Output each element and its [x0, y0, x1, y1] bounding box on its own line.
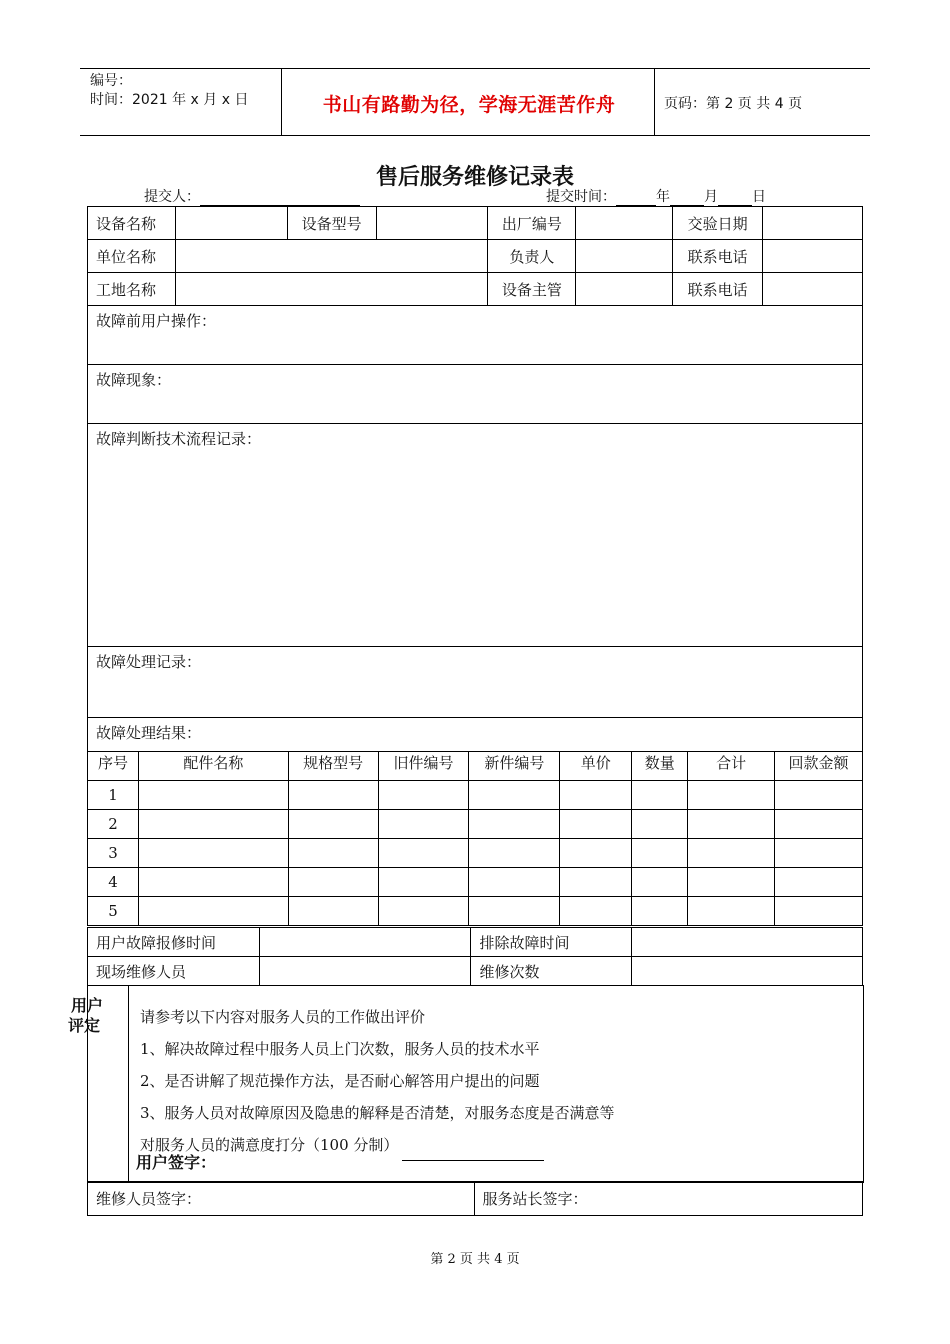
table-row	[88, 810, 863, 839]
table-cell[interactable]	[560, 839, 632, 868]
label-site-name: 工地名称	[88, 273, 176, 306]
page-info: 页码：第 2 页 共 4 页	[664, 96, 803, 112]
field-acceptance-date[interactable]	[763, 207, 863, 240]
table-cell[interactable]	[288, 810, 378, 839]
field-contact-phone[interactable]	[763, 240, 863, 273]
page-footer: 第 2 页 共 4 页	[430, 1252, 520, 1267]
handling-field[interactable]	[88, 647, 863, 718]
table-cell[interactable]	[688, 781, 775, 810]
notes-table	[87, 305, 863, 752]
table-row	[88, 868, 863, 897]
table-cell[interactable]	[469, 781, 560, 810]
header-bottom-rule	[80, 135, 870, 136]
diagnosis-field[interactable]	[88, 424, 863, 647]
row-number: 5	[88, 897, 139, 926]
label-equipment-supervisor: 设备主管	[488, 273, 576, 306]
field-serial-number[interactable]	[576, 207, 673, 240]
label-onsite-staff: 现场维修人员	[88, 957, 260, 986]
result-label: 故障处理结果：	[96, 724, 202, 742]
table-cell[interactable]	[138, 839, 288, 868]
col-header: 新件编号	[469, 752, 560, 781]
day-field[interactable]	[718, 191, 752, 206]
table-cell[interactable]	[560, 897, 632, 926]
col-header: 规格型号	[288, 752, 378, 781]
table-cell[interactable]	[775, 810, 863, 839]
table-cell[interactable]	[775, 781, 863, 810]
table-cell[interactable]	[560, 868, 632, 897]
table-cell[interactable]	[138, 868, 288, 897]
evaluation-label-line: 用户	[71, 996, 104, 1015]
evaluation-content	[140, 1001, 615, 1161]
col-header: 配件名称	[138, 752, 288, 781]
evaluation-item: 3、服务人员对故障原因及隐患的解释是否清楚，对服务态度是否满意等	[140, 1104, 615, 1122]
field-onsite-staff[interactable]	[259, 957, 471, 986]
evaluation-intro: 请参考以下内容对服务人员的工作做出评价	[140, 1008, 426, 1026]
info-row	[88, 240, 863, 273]
submit-time-label: 提交时间：	[546, 189, 616, 205]
table-cell[interactable]	[288, 781, 378, 810]
field-contact-phone-2[interactable]	[763, 273, 863, 306]
day-label: 日	[752, 189, 766, 205]
table-cell[interactable]	[469, 868, 560, 897]
label-device-name: 设备名称	[88, 207, 176, 240]
score-field[interactable]	[402, 1144, 544, 1161]
table-cell[interactable]	[378, 810, 469, 839]
label-repair-count: 维修次数	[471, 957, 632, 986]
month-field[interactable]	[670, 191, 704, 206]
staff-signature-field[interactable]	[88, 1182, 475, 1216]
header-divider	[281, 68, 282, 136]
info-row	[88, 207, 863, 240]
table-cell[interactable]	[288, 897, 378, 926]
station-head-signature-field[interactable]	[474, 1182, 863, 1216]
time-label: 时间：2021 年 x 月 x 日	[90, 92, 249, 108]
table-cell[interactable]	[469, 839, 560, 868]
number-label: 编号：	[90, 73, 132, 89]
table-row	[88, 897, 863, 926]
table-cell[interactable]	[775, 897, 863, 926]
evaluation-divider	[128, 986, 129, 1182]
col-header: 单价	[560, 752, 632, 781]
table-cell[interactable]	[378, 781, 469, 810]
table-cell[interactable]	[469, 897, 560, 926]
table-cell[interactable]	[138, 810, 288, 839]
col-header: 序号	[88, 752, 139, 781]
table-cell[interactable]	[378, 839, 469, 868]
label-contact-phone-2: 联系电话	[673, 273, 763, 306]
submitter-label: 提交人：	[144, 189, 200, 205]
evaluation-box	[68, 985, 864, 1183]
phenomenon-field[interactable]	[88, 365, 863, 424]
label-acceptance-date: 交验日期	[673, 207, 763, 240]
table-row	[88, 781, 863, 810]
evaluation-label	[68, 996, 103, 1036]
table-cell[interactable]	[288, 839, 378, 868]
field-person-in-charge[interactable]	[576, 240, 673, 273]
table-cell[interactable]	[775, 868, 863, 897]
field-repair-count[interactable]	[632, 957, 863, 986]
table-cell[interactable]	[138, 781, 288, 810]
signature-table	[87, 1181, 863, 1216]
header-divider	[654, 68, 655, 136]
evaluation-item: 2、是否讲解了规范操作方法，是否耐心解答用户提出的问题	[140, 1072, 540, 1090]
col-header: 合计	[688, 752, 775, 781]
table-cell[interactable]	[288, 868, 378, 897]
label-device-model: 设备型号	[287, 207, 376, 240]
field-unit-name[interactable]	[175, 240, 488, 273]
table-cell[interactable]	[469, 810, 560, 839]
time-table	[87, 927, 863, 986]
station-head-signature-label: 服务站长签字：	[482, 1190, 588, 1208]
year-label: 年	[656, 189, 670, 205]
form-title: 售后服务维修记录表	[375, 164, 574, 190]
col-header: 数量	[632, 752, 688, 781]
user-signature-label: 用户签字：	[136, 1153, 217, 1172]
label-contact-phone: 联系电话	[673, 240, 763, 273]
row-number: 3	[88, 839, 139, 868]
month-label: 月	[704, 189, 718, 205]
row-number: 2	[88, 810, 139, 839]
submit-time-row	[546, 186, 766, 206]
result-field[interactable]	[88, 718, 863, 752]
staff-signature-label: 维修人员签字：	[96, 1190, 202, 1208]
diagnosis-label: 故障判断技术流程记录：	[96, 430, 262, 448]
table-cell[interactable]	[688, 897, 775, 926]
col-header: 回款金额	[775, 752, 863, 781]
table-cell[interactable]	[632, 781, 688, 810]
field-clear-time[interactable]	[632, 928, 863, 957]
col-header: 旧件编号	[378, 752, 469, 781]
table-cell[interactable]	[378, 868, 469, 897]
table-cell[interactable]	[632, 810, 688, 839]
table-cell[interactable]	[560, 810, 632, 839]
table-cell[interactable]	[688, 839, 775, 868]
field-equipment-supervisor[interactable]	[576, 273, 673, 306]
table-cell[interactable]	[632, 839, 688, 868]
field-site-name[interactable]	[175, 273, 488, 306]
label-clear-time: 排除故障时间	[471, 928, 632, 957]
evaluation-item: 1、解决故障过程中服务人员上门次数，服务人员的技术水平	[140, 1040, 540, 1058]
label-unit-name: 单位名称	[88, 240, 176, 273]
table-cell[interactable]	[138, 897, 288, 926]
evaluation-label-line: 评定	[68, 1016, 101, 1035]
pre-op-label: 故障前用户操作：	[96, 312, 217, 330]
handling-label: 故障处理记录：	[96, 653, 202, 671]
field-device-model[interactable]	[376, 207, 488, 240]
field-device-name[interactable]	[175, 207, 287, 240]
table-cell[interactable]	[688, 810, 775, 839]
parts-header-row	[88, 752, 863, 781]
table-cell[interactable]	[378, 897, 469, 926]
field-report-time[interactable]	[259, 928, 471, 957]
table-cell[interactable]	[688, 868, 775, 897]
row-number: 4	[88, 868, 139, 897]
parts-table	[87, 751, 863, 926]
phenomenon-label: 故障现象：	[96, 371, 172, 389]
table-cell[interactable]	[560, 781, 632, 810]
table-row	[88, 839, 863, 868]
table-cell[interactable]	[632, 897, 688, 926]
info-table	[87, 206, 863, 306]
score-label: 对服务人员的满意度打分（100 分制）	[140, 1136, 399, 1154]
info-row	[88, 273, 863, 306]
label-serial-number: 出厂编号	[488, 207, 576, 240]
row-number: 1	[88, 781, 139, 810]
year-field[interactable]	[616, 191, 656, 206]
header-meta	[90, 72, 248, 110]
table-cell[interactable]	[775, 839, 863, 868]
label-person-in-charge: 负责人	[488, 240, 576, 273]
pre-op-field[interactable]	[88, 306, 863, 365]
motto: 书山有路勤为径，学海无涯苦作舟	[322, 94, 616, 116]
submitter-row	[144, 186, 360, 206]
label-report-time: 用户故障报修时间	[88, 928, 260, 957]
submitter-field[interactable]	[200, 191, 360, 206]
table-cell[interactable]	[632, 868, 688, 897]
header-top-rule	[80, 68, 870, 69]
